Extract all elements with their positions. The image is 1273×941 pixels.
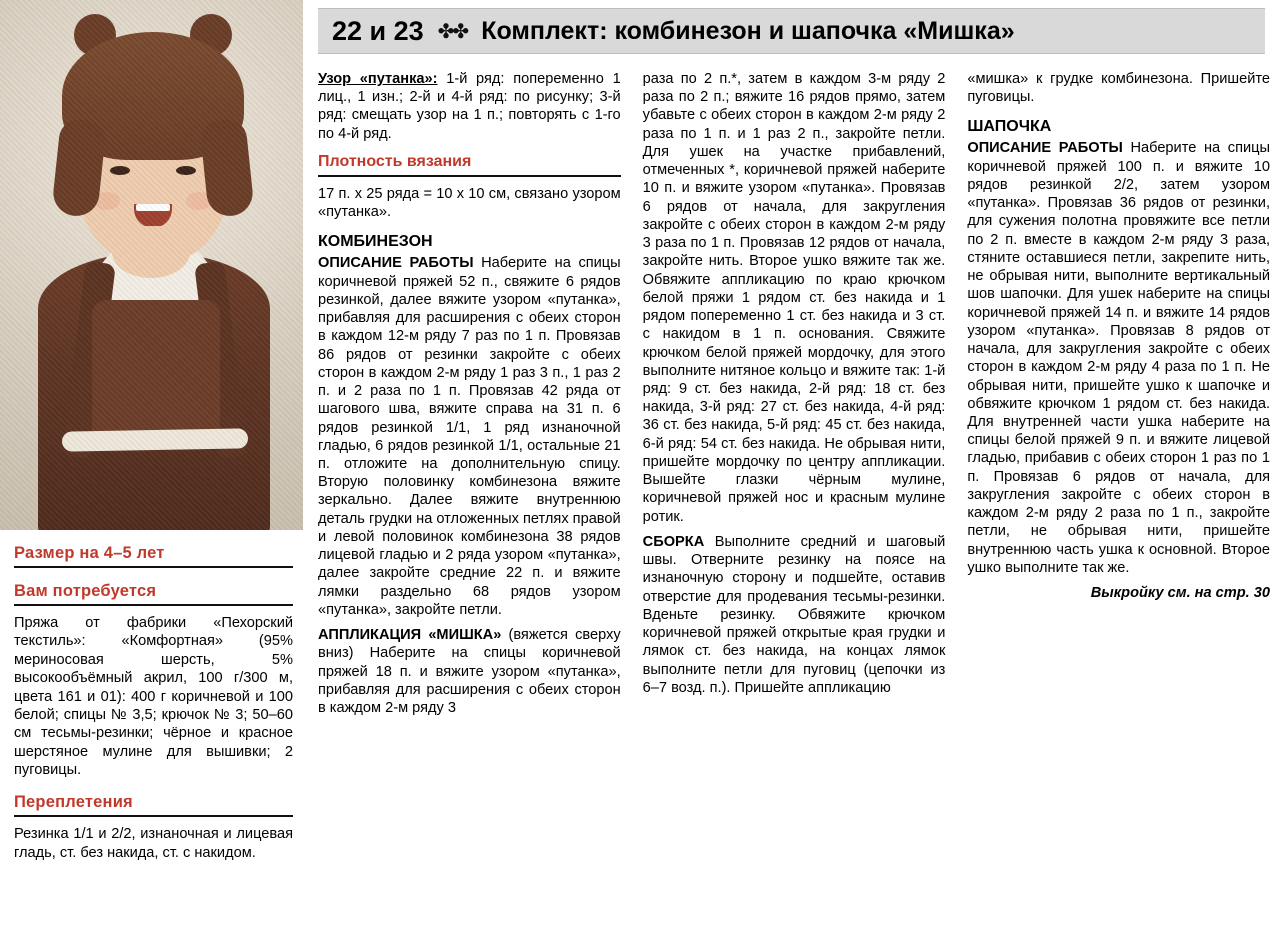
column-1 — [318, 70, 621, 936]
page-title: Комплект: комбинезон и шапочка «Мишка» — [481, 16, 1015, 45]
ornament-icon: ✤✤ — [437, 20, 468, 43]
applique-label: АППЛИКАЦИЯ «МИШКА» — [318, 627, 502, 644]
stitches-heading: Переплетения — [14, 793, 133, 812]
overall-description — [318, 254, 621, 619]
applique-continued: раза по 2 п.*, затем в каждом 3-м ряду 2 раза по 2 п.; вяжите 16 рядов прямо, затем убавьте с обеих сторон в каждом 2-м ряду 2 раза по 1 п. и 1 раз 2 п., закройте петли. Для ушек на участке прибавлений, отмеченных *, коричневой пряжей наберите 10 п. и вяжите узором «путанка». Провязав 6 рядов от начала, для закругления закройте с обеих сторон в каждом 2-м ряду 3 раза по 1 п. Провязав 12 рядов от начала, закройте нить. Второе ушко вяжите так же. Обвяжите аппликацию по краю крючком белой пряжи 1 рядом ст. без накида и 1 рядом попеременно 1 ст. без накида и 3 ст. с накидом в 1 п. основания. Свяжите крючком белой пряжей мордочку, для этого выполните нитяное кольцо и вяжите так: 1-й ряд: 9 ст. без накида, 2-й ряд: 18 ст. без накида, 3-й ряд: 27 ст. без накида, 4-й ряд: 36 ст. без накида, 5-й ряд: 45 ст. без накида, 6-й ряд: 54 ст. без накида. Не обрывая нити, пришейте мордочку по центру аппликации. Вышейте глазки чёрным мулине, коричневой пряжей нос и красным мулине ротик. — [642, 71, 946, 525]
divider — [14, 604, 293, 606]
child-eye-left — [110, 166, 130, 175]
hat-description-text: Наберите на спицы коричневой пряжей 100 п. и вяжите 10 рядов резинкой 2/2, затем узором «путанка». Провязав 36 рядов от резинки, для сужения полотна провяжите все петли по 2 п. вместе в каждом 2-м ряду 3 раза, стяните оставшиеся петли, закрепите нить, не обрывая нити, выполните вертикальный шов шапочки. Для ушек наберите на спицы коричневой пряжей 14 п. и вяжите 14 рядов узором «путанка». Провязав 8 рядов от начала, для закругления закройте с обеих сторон в каждом 2-м ряду 4 раза по 1 п. Не обрывая нити, пришейте ушко к шапочке и обвяжите крючком 1 рядом ст. без накида. Для внутренней части ушка наберите на спицы белой пряжей 9 п. и вяжите лицевой гладью, прибавив с обеих сторон 1 раз по 1 п. Провязав 6 рядов от начала, для закругления закройте с обеих сторон в каждом 2-м ряду 2 раза по 1 п., закройте петли, не обрывая нити, пришейте внутреннюю часть ушка к основной. Второе ушко выполните так же. — [967, 140, 1271, 576]
hat-description — [967, 139, 1270, 577]
article-banner — [318, 8, 1265, 54]
assembly-label: СБОРКА — [642, 533, 705, 550]
waistband — [62, 428, 248, 451]
column-2 — [643, 70, 946, 936]
child-eye-right — [176, 166, 196, 175]
pattern-paragraph — [318, 70, 621, 143]
stitches-text: Резинка 1/1 и 2/2, изнаночная и лицевая гладь, ст. без накида, ст. с накидом. — [14, 826, 293, 861]
divider — [14, 566, 293, 568]
column-3 — [967, 70, 1270, 936]
child-hands — [112, 226, 190, 278]
overall-bib — [92, 300, 220, 448]
assembly-text: Выполните средний и шаговый швы. Отверните резинку на поясе на изнаночную сторону и подшейте, оставив отверстие для продевания тесьмы-резинки. Вденьте резинку. Обвяжите крючком коричневой пряжей открытые края грудки и лямок ст. без накида, на концах лямок выполните петли для пуговиц (цепочки из 6–7 возд. п.). Пришейте аппликацию — [642, 533, 946, 696]
pattern-reference: Выкройку см. на стр. 30 — [1090, 585, 1271, 602]
density-text: 17 п. х 25 ряда = 10 х 10 см, связано узором «путанка». — [318, 185, 621, 221]
article-columns — [318, 70, 1270, 936]
description-text: Наберите на спицы коричневой пряжей 52 п., свяжите 6 рядов резинкой, далее вяжите узором «путанка», прибавляя для расширения с обеих сторон в каждом 12-м ряду 7 раз по 1 п. Провязав 86 рядов от резинки закройте с обеих сторон в каждом 2-м ряду 1 раз 3 п., 1 раз 2 п. и 2 раза по 1 п. Провязав 42 ряда от шагового шва, вяжите справа на 31 п. 6 рядов резинкой 1/1, 1 ряд изнаночной гладью, 6 рядов резинкой 1/1, остальные 21 п. отложите на дополнительную спицу. Вторую половинку комбинезона вяжите зеркально. Далее вяжите внутреннюю деталь грудки на отложенных петлях правой и левой половинок комбинезона 38 рядов лицевой гладью и 2 ряда узором «путанка», далее закройте средние 22 п. и вяжите лямки раздельно 68 рядов узором «путанка», закройте петли. — [318, 255, 621, 618]
overall-heading: КОМБИНЕЗОН — [318, 233, 433, 251]
project-photo — [0, 0, 303, 530]
left-text-block — [0, 544, 303, 862]
materials-heading: Вам потребуется — [14, 582, 157, 600]
divider — [14, 815, 293, 817]
size-heading: Размер на 4–5 лет — [14, 544, 165, 562]
child-teeth — [136, 204, 170, 211]
divider — [318, 175, 621, 177]
assembly-continued: «мишка» к грудке комбинезона. Пришейте пуговицы. — [967, 71, 1271, 106]
hat-heading: ШАПОЧКА — [967, 118, 1052, 136]
applique-paragraph — [318, 626, 621, 717]
hat-description-label: ОПИСАНИЕ РАБОТЫ — [967, 140, 1123, 157]
description-label: ОПИСАНИЕ РАБОТЫ — [318, 255, 474, 272]
applique-text: (вяжется сверху вниз) Наберите на спицы коричневой пряжей 18 п. и вяжите узором «путанка», прибавляя для расширения с обеих сторон в каждом 2-м ряду 3 — [318, 627, 621, 717]
materials-text: Пряжа от фабрики «Пехорский текстиль»: «Комфортная» (95% мериносовая шерсть, 5% высокообъёмный акрил, 100 г/300 м, цвета 161 и 01): 400 г коричневой и 100 белой; спицы № 3,5; крючок № 3; 50–60 см тесьмы-резинки; чёрное и красное шерстяное мулине для вышивки; 2 пуговицы. — [14, 615, 293, 778]
density-heading: Плотность вязания — [318, 152, 472, 170]
pattern-text: 1-й ряд: попеременно 1 лиц., 1 изн.; 2-й и 4-й ряд: по рисунку; 3-й ряд: смещать узор на 1 п.; повторять с 1-го по 4-й ряд. — [318, 71, 621, 142]
left-column — [0, 0, 303, 941]
assembly-paragraph — [643, 533, 946, 697]
article-numbers: 22 и 23 — [332, 15, 424, 46]
pattern-label: Узор «путанка»: — [318, 71, 438, 87]
